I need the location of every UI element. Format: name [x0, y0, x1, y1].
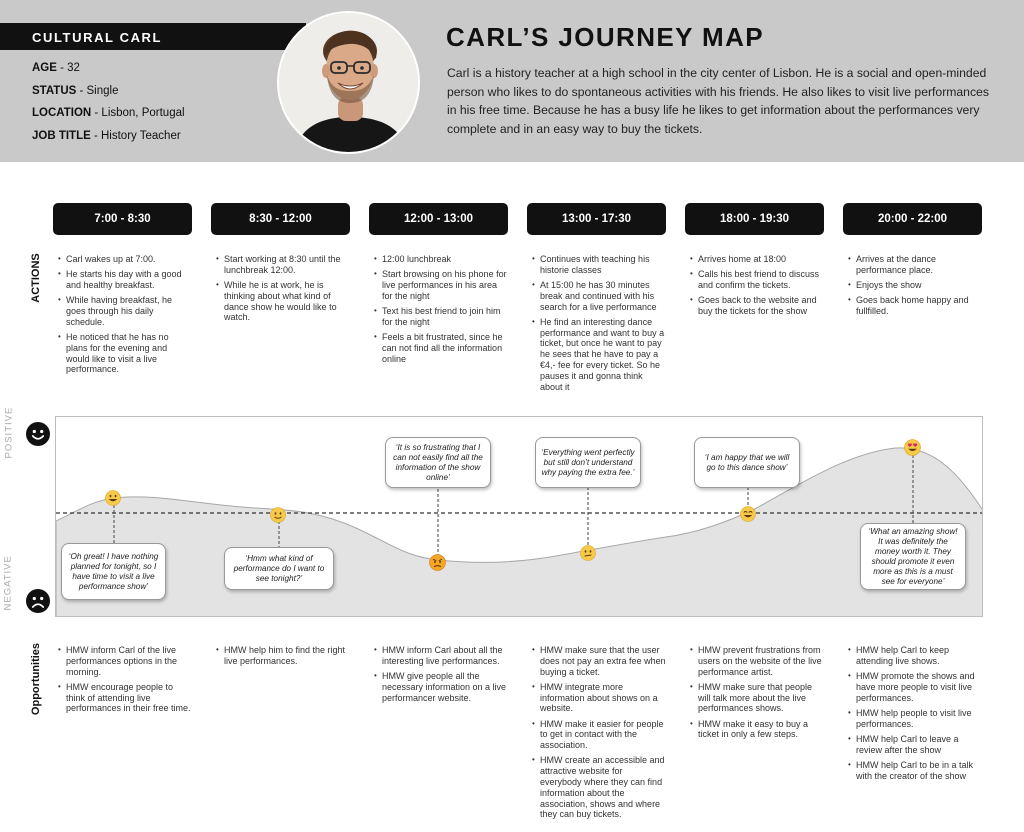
opportunity-item: • HMW help Carl to keep attending live shows.	[847, 645, 982, 667]
actions-column-3	[373, 254, 508, 369]
row-label-opportunities: Opportunities	[30, 642, 42, 716]
action-item: • While he is at work, he is thinking about what kind of dance show he would like to watch.	[215, 280, 350, 323]
emotion-curve-graphic	[56, 417, 983, 617]
fact-location: LOCATION - Lisbon, Portugal	[32, 107, 185, 119]
opportunities-column-3	[373, 645, 508, 708]
heart-eyes-face-icon	[904, 439, 921, 456]
confused-face-icon	[580, 545, 596, 561]
opportunity-item: • HMW make sure that people will talk more about the live performances shows.	[689, 682, 824, 714]
opportunity-item: • HMW make it easy to buy a ticket in only a few steps.	[689, 719, 824, 741]
quote-bubble: ‘I am happy that we will go to this dance show’	[694, 437, 800, 488]
action-item: • Goes back to the website and buy the tickets for the show	[689, 295, 824, 317]
opportunity-item: • HMW promote the shows and have more people to visit live performances.	[847, 671, 982, 703]
action-item: • Calls his best friend to discuss and confirm the tickets.	[689, 269, 824, 291]
opportunity-item: • HMW integrate more information about shows on a website.	[531, 682, 666, 714]
action-item: • He find an interesting dance performance and want to buy a ticket, but once he want to pay he sees that he have to pay a €4,- fee for every ticket. So he pauses it and gonna think about it	[531, 317, 666, 393]
persona-facts	[32, 62, 185, 152]
slight-smile-face-icon	[270, 507, 286, 523]
stage-time-4: 13:00 - 17:30	[527, 203, 666, 235]
stage-time-6: 20:00 - 22:00	[843, 203, 982, 235]
action-item: • He noticed that he has no plans for the evening and would like to visit a live performance.	[57, 332, 192, 375]
actions-column-1	[57, 254, 192, 380]
emotion-chart	[55, 416, 983, 617]
quote-bubble: ‘It is so frustrating that I can not easily find all the information of the show online’	[385, 437, 491, 488]
opportunity-item: • HMW make sure that the user does not pay an extra fee when buying a ticket.	[531, 645, 666, 677]
emotion-curve-area	[56, 448, 983, 617]
action-item: • Text his best friend to join him for the night	[373, 306, 508, 328]
opportunity-item: • HMW make it easier for people to get in contact with the association.	[531, 719, 666, 751]
fact-job-title: JOB TITLE - History Teacher	[32, 129, 181, 142]
fact-age: AGE - 32	[32, 62, 80, 74]
actions-column-2	[215, 254, 350, 328]
action-item: • 12:00 lunchbreak	[373, 254, 508, 265]
action-item: • Feels a bit frustrated, since he can not find all the information online	[373, 332, 508, 364]
happy-face-icon	[740, 506, 756, 522]
negative-face-icon	[26, 589, 50, 613]
quote-bubble: ‘What an amazing show! It was definitely the money worth it. They should promote it even more as this is a must see for everyone’	[860, 523, 966, 590]
opportunity-item: • HMW help Carl to be in a talk with the creator of the show	[847, 760, 982, 782]
page-title: CARL’S JOURNEY MAP	[446, 22, 764, 52]
portrait-illustration	[279, 13, 420, 154]
opportunities-column-6	[847, 645, 982, 786]
actions-column-5	[689, 254, 824, 321]
opportunity-item: • HMW help Carl to leave a review after the show	[847, 734, 982, 756]
quote-bubble: ‘Everything went perfectly but still don’t understand why paying the extra fee.’	[535, 437, 641, 488]
axis-label-negative: NEGATIVE	[2, 555, 14, 611]
fact-status: STATUS - Single	[32, 84, 119, 97]
opportunity-item: • HMW help people to visit live performances.	[847, 708, 982, 730]
actions-column-6	[847, 254, 982, 321]
persona-tag: CULTURAL CARL	[0, 23, 306, 50]
action-item: • Carl wakes up at 7:00.	[57, 254, 192, 265]
action-item: • Arrives home at 18:00	[689, 254, 824, 265]
stage-time-1: 7:00 - 8:30	[53, 203, 192, 235]
action-item: • While having breakfast, he goes through his daily schedule.	[57, 295, 192, 327]
action-item: • Start working at 8:30 until the lunchbreak 12:00.	[215, 254, 350, 276]
row-label-actions: ACTIONS	[30, 253, 42, 303]
opportunities-column-4	[531, 645, 666, 825]
stage-time-5: 18:00 - 19:30	[685, 203, 824, 235]
opportunity-item: • HMW encourage people to think of attending live performances in their free time.	[57, 682, 192, 714]
opportunity-item: • HMW inform Carl of the live performances options in the morning.	[57, 645, 192, 677]
opportunity-item: • HMW give people all the necessary information on a live performancer website.	[373, 671, 508, 703]
action-item: • Start browsing on his phone for live performances in his area for the night	[373, 269, 508, 301]
opportunities-column-1	[57, 645, 192, 719]
action-item: • Arrives at the dance performance place.	[847, 254, 982, 276]
action-item: • Goes back home happy and fullfilled.	[847, 295, 982, 317]
persona-portrait	[277, 11, 420, 154]
opportunities-column-2	[215, 645, 350, 671]
frustrated-face-icon	[429, 554, 446, 571]
quote-bubble: ‘Oh great! I have nothing planned for tonight, so I have time to visit a live performance show’	[61, 543, 166, 600]
positive-face-icon	[26, 422, 50, 446]
opportunity-item: • HMW prevent frustrations from users on the website of the live performance artist.	[689, 645, 824, 677]
action-item: • Enjoys the show	[847, 280, 982, 291]
actions-column-4	[531, 254, 666, 397]
action-item: • Continues with teaching his historie classes	[531, 254, 666, 276]
opportunity-item: • HMW create an accessible and attractive website for everybody where they can find information about the association, shows and where they can buy tickets.	[531, 755, 666, 820]
action-item: • He starts his day with a good and healthy breakfast.	[57, 269, 192, 291]
persona-intro: Carl is a history teacher at a high school in the city center of Lisbon. He is a social and open-minded person who likes to do spontaneous activities with his friends. He also likes to visit live performances in his free time. Because he has a busy life he likes to get information about the performances very complete and in an easy way to buy the tickets.	[447, 66, 989, 136]
grinning-face-icon	[105, 490, 121, 506]
opportunity-item: • HMW inform Carl about all the interesting live performances.	[373, 645, 508, 667]
action-item: • At 15:00 he has 30 minutes break and continued with his search for a live performance	[531, 280, 666, 312]
stage-time-3: 12:00 - 13:00	[369, 203, 508, 235]
persona-header	[0, 0, 1024, 162]
stage-time-2: 8:30 - 12:00	[211, 203, 350, 235]
opportunity-item: • HMW help him to find the right live performances.	[215, 645, 350, 667]
opportunities-column-5	[689, 645, 824, 745]
quote-bubble: ‘Hmm what kind of performance do I want to see tonight?’	[224, 547, 334, 590]
axis-label-positive: POSITIVE	[3, 406, 15, 459]
